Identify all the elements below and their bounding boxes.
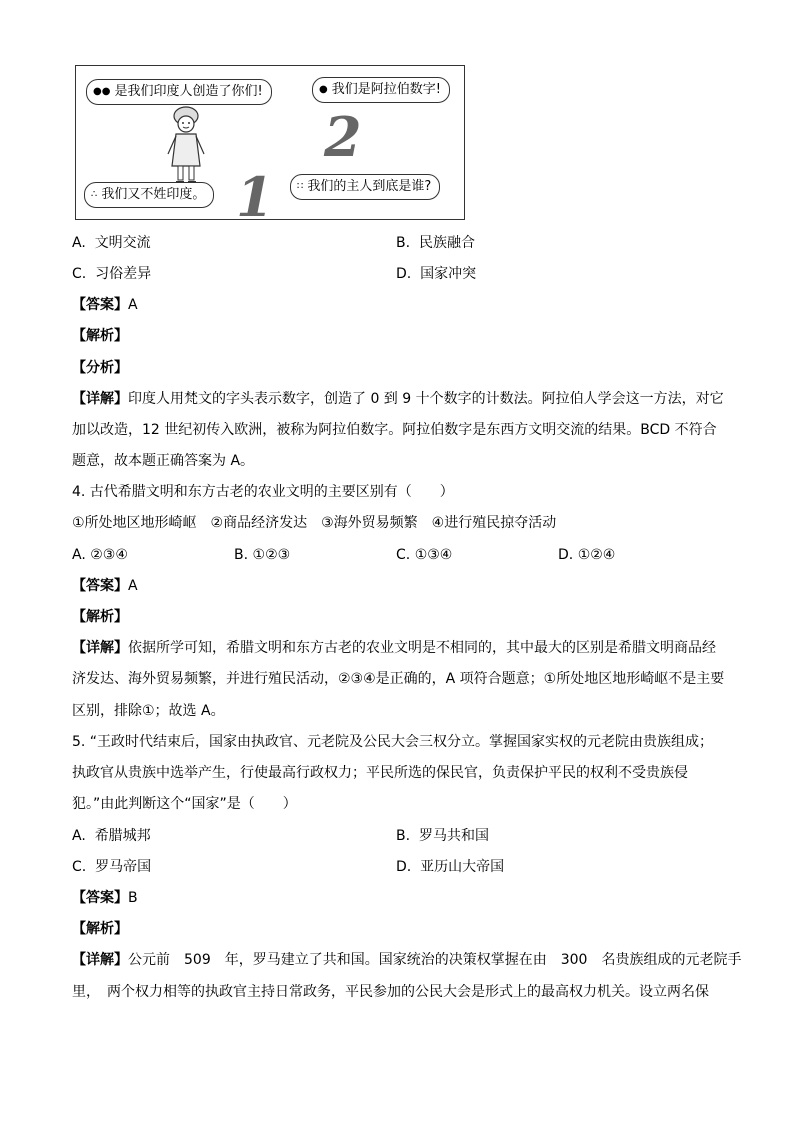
bubble-text: 我们的主人到底是谁? [307, 179, 432, 194]
detail-line: 里， 两个权力相等的执政官主持日常政务，平民参加的公民大会是形式上的最高权力机关。设立两名保 [72, 984, 709, 1000]
option-b: B. 罗马共和国 [396, 828, 489, 844]
three-dot-icon: ∴ [91, 189, 98, 200]
answer-line: 【答案】B [72, 890, 138, 906]
detail-line: 【详解】依据所学可知，希腊文明和东方古老的农业文明是不相同的，其中最大的区别是希腊文明商品经 [72, 640, 716, 656]
question-items: ①所处地区地形崎岖 ②商品经济发达 ③海外贸易频繁 ④进行殖民掠夺活动 [72, 515, 557, 531]
option-c: C. 罗马帝国 [72, 859, 152, 875]
detail-line: 【详解】公元前 509 年，罗马建立了共和国。国家统治的决策权掌握在由 300 名贵族组成的元老院手 [72, 952, 742, 968]
option-c: C. ①③④ [396, 547, 453, 563]
answer-line: 【答案】A [72, 297, 138, 313]
option-b: B. 民族融合 [396, 235, 475, 251]
speech-bubble-top-left [86, 79, 272, 105]
analysis-heading: 【解析】 [72, 609, 128, 625]
bubble-text: 我们又不姓印度。 [101, 187, 206, 202]
numeral-one: 1 [236, 165, 274, 229]
option-a: A. ②③④ [72, 547, 128, 563]
option-c: C. 习俗差异 [72, 266, 152, 282]
question-stem: 4. 古代希腊文明和东方古老的农业文明的主要区别有（ ） [72, 484, 454, 500]
detail-line: 加以改造，12 世纪初传入欧洲，被称为阿拉伯数字。阿拉伯数字是东西方文明交流的结果。BCD 不符合 [72, 422, 717, 438]
speech-bubble-top-right [312, 77, 450, 103]
analysis-heading: 【解析】 [72, 921, 128, 937]
option-a: A. 希腊城邦 [72, 828, 151, 844]
option-d: D. ①②④ [558, 547, 616, 563]
detail-line: 题意，故本题正确答案为 A。 [72, 453, 255, 469]
option-d: D. 国家冲突 [396, 266, 477, 282]
comic-illustration [75, 65, 465, 229]
option-d: D. 亚历山大帝国 [396, 859, 505, 875]
analysis-heading: 【解析】 [72, 328, 128, 344]
answer-line: 【答案】A [72, 578, 138, 594]
question-stem: 5. “王政时代结束后，国家由执政官、元老院及公民大会三权分立。掌握国家实权的元老院由贵族组成； [72, 734, 714, 750]
four-dot-icon: ∷ [297, 181, 304, 192]
speech-bubble-bottom-right [290, 174, 440, 200]
detail-line: 【详解】印度人用梵文的字头表示数字，创造了 0 到 9 十个数字的计数法。阿拉伯人学会这一方法，对它 [72, 391, 724, 407]
two-dot-icon: ●● [93, 86, 111, 97]
detail-line: 济发达、海外贸易频繁，并进行殖民活动，②③④是正确的，A 项符合题意；①所处地区地形崎岖不是主要 [72, 671, 725, 687]
bubble-text: 是我们印度人创造了你们! [114, 84, 263, 99]
detail-line: 区别，排除①；故选 A。 [72, 703, 225, 719]
indian-person-figure [162, 104, 210, 186]
bubble-text: 我们是阿拉伯数字! [331, 82, 441, 97]
numeral-two: 2 [324, 105, 362, 169]
question-stem: 犯。”由此判断这个“国家”是（ ） [72, 796, 297, 812]
option-b: B. ①②③ [234, 547, 291, 563]
one-dot-icon: ● [319, 84, 328, 95]
question-stem: 执政官从贵族中选举产生，行使最高行政权力；平民所选的保民官，负责保护平民的权利不受贵族侵 [72, 765, 688, 781]
fenxi-heading: 【分析】 [72, 360, 128, 376]
option-a: A. 文明交流 [72, 235, 151, 251]
